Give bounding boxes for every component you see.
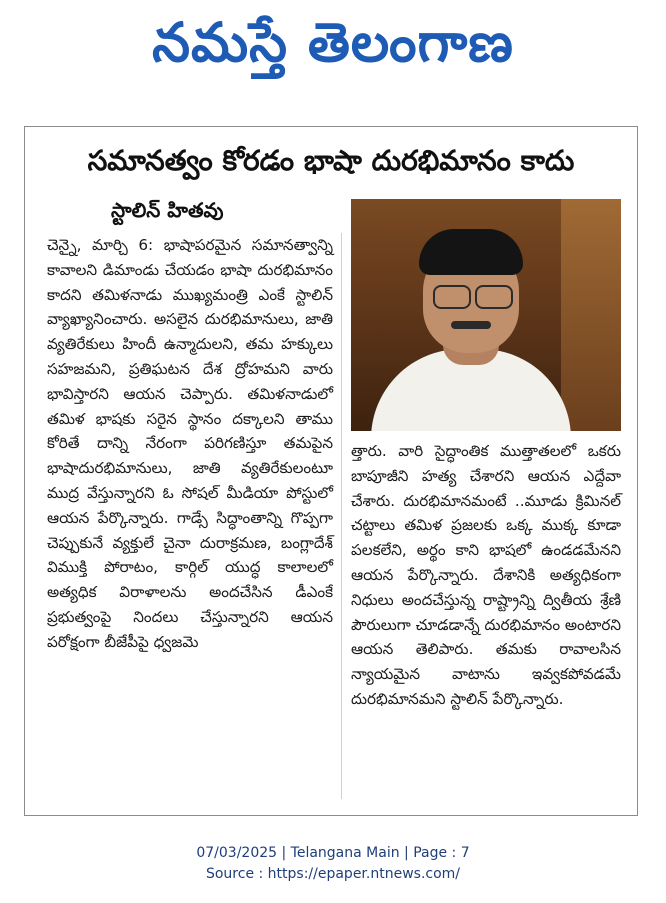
- article-photo: [351, 199, 621, 431]
- column-divider: [341, 233, 342, 799]
- photo-moustache: [451, 321, 491, 329]
- article-column-left: [47, 233, 333, 803]
- article-column-right: [351, 439, 621, 799]
- photo-hair: [419, 229, 523, 275]
- photo-glasses-right: [475, 285, 513, 309]
- photo-glasses-left: [433, 285, 471, 309]
- footer-source: Source : https://epaper.ntnews.com/: [205, 866, 461, 882]
- article-clipping: [24, 126, 638, 816]
- article-body-right: త్తారు. వారి సైద్ధాంతిక ముత్తాతలలో ఒకరు బాపూజీని హత్య చేశారని ఆయన ఎద్దేవా చేశారు. దురభిమానమంటే ..మూడు క్రిమినల్ చట్టాలు తమిళ ప్రజలకు ఒక్క ముక్క కూడా పలకలేని, అర్థం కాని భాషలో ఉండడమేనని ఆయన పేర్కొన్నారు. దేశానికి అత్యధికంగా నిధులు అందచేస్తున్న రాష్ట్రాన్ని ద్వితీయ శ్రేణి పౌరులుగా చూడడాన్నే దురభిమానం అంటారని ఆయన తెలిపారు. తమకు రావాలసిన న్యాయమైన వాటాను ఇవ్వకపోవడమే దురభిమానమని స్టాలిన్ పేర్కొన్నారు.: [351, 442, 621, 708]
- photo-background: [561, 199, 621, 431]
- article-subhead: స్టాలిన్ హితవు: [111, 198, 224, 222]
- article-body-left: చెన్నై, మార్చి 6: భాషాపరమైన సమానత్వాన్ని కావాలని డిమాండు చేయడం భాషా దురభిమానం కాదని తమిళనాడు ముఖ్యమంత్రి ఎంకే స్టాలిన్ వ్యాఖ్యానించారు. అసలైన దురభిమానులు, జాతి వ్యతిరేకులు హిందీ ఉన్మాదులని, తమ హక్కులు సహజమని, ప్రతిఘటన దేశ ద్రోహమని వారు భావిస్తారని ఆయన చెప్పారు. తమిళనాడులో తమిళ భాషకు సరైన స్థానం దక్కాలని తాము కోరితే దాన్ని నేరంగా పరిగణిస్తూ తమపైన భాషాదురభిమానులు, జాతి వ్యతిరేకులంటూ ముద్ర వేస్తున్నారని ఓ సోషల్ మీడియా పోస్టులో ఆయన పేర్కొన్నారు. గాడ్సే సిద్ధాంతాన్ని గొప్పగా చెప్పుకునే వ్యక్తులే చైనా దురాక్రమణ, బంగ్లాదేశ్ విముక్తి పోరాటం, కార్గిల్ యుద్ధ కాలాలలో అత్యధిక విరాళాలను అందచేసిన డీఎంకే ప్రభుత్వంపై నిందలు చేస్తున్నారని ఆయన పరోక్షంగా బీజేపీపై ధ్వజమె: [47, 236, 333, 651]
- footer-edition-info: 07/03/2025 | Telangana Main | Page : 7: [196, 845, 470, 861]
- article-headline: సమానత్వం కోరడం భాషా దురభిమానం కాదు: [87, 144, 575, 177]
- masthead-logo: నమస్తే తెలంగాణ: [152, 11, 514, 74]
